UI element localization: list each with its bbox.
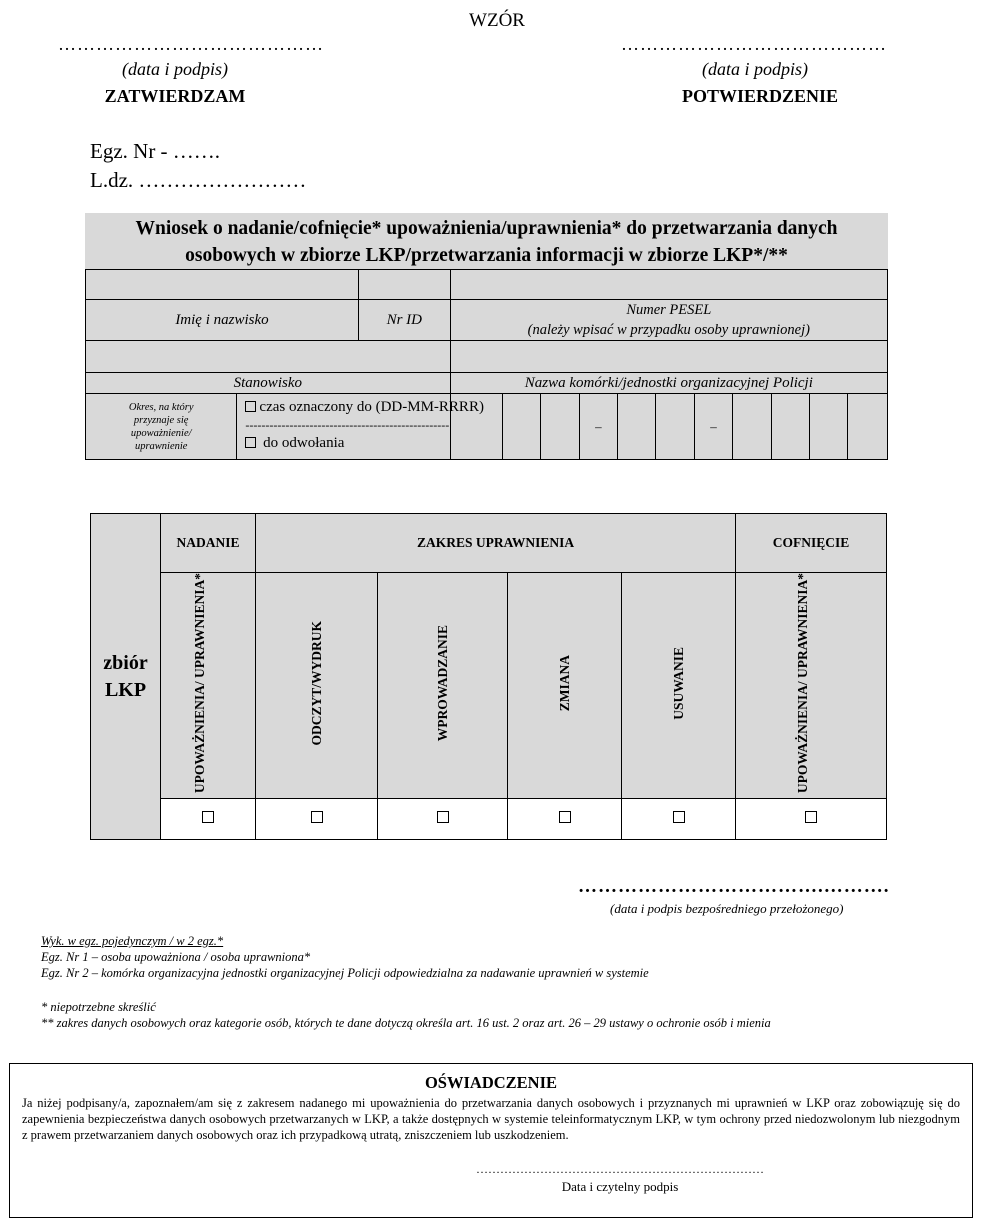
form-title-line2: osobowych w zbiorze LKP/przetwarzania informacji w zbiorze LKP*/**	[185, 245, 788, 266]
checkbox-read[interactable]	[311, 811, 323, 823]
cell-read	[256, 799, 378, 840]
unit-field[interactable]	[450, 341, 887, 373]
pesel-label-main: Numer PESEL	[626, 302, 712, 318]
scope-table	[90, 513, 887, 840]
period-label	[86, 394, 237, 460]
approve-signature-line: ……………………………………	[58, 34, 324, 54]
copy2-note: Egz. Nr 2 – komórka organizacyjna jednostki organizacyjnej Policji odpowiedzialna za nadawanie uprawnień w systemie	[41, 966, 649, 980]
col-change	[508, 573, 622, 799]
id-label: Nr ID	[358, 300, 450, 341]
date-dash-1: –	[579, 394, 617, 460]
options-separator: ---------------------------------------------------	[245, 418, 450, 432]
statement-body: Ja niżej podpisany/a, zapoznałem/am się z zakresem nadanego mi upoważnienia do przetwarzania danych osobowych i przyznanych mi uprawnień w LKP oraz zobowiązuję się do zapewnienia bezpieczeństwa danych osobowych przetwarzanych w LKP, a także dostępnych w systemie teleinformatycznym LKP, w tym ochrony przed niedozwolonym lub niezgodnym z prawem przetwarzaniem danych osobowych oraz ich przypadkową utratą, zniszczeniem lub uszkodzeniem.	[22, 1096, 960, 1142]
cell-change	[508, 799, 622, 840]
checkbox-grant[interactable]	[202, 811, 214, 823]
col-revoke-label: UPOWAŻNIENIA/ UPRAWNIENIA*	[795, 573, 811, 794]
cell-delete	[622, 799, 736, 840]
date-dash-2: –	[694, 394, 732, 460]
date-digit-y1[interactable]	[733, 394, 771, 460]
period-options	[237, 394, 484, 460]
cell-revoke	[736, 799, 887, 840]
confirm-caption: (data i podpis)	[702, 59, 808, 79]
header-cofniecie: COFNIĘCIE	[736, 514, 887, 573]
checkbox-revoke[interactable]	[805, 811, 817, 823]
col-input	[378, 573, 508, 799]
header-nadanie: NADANIE	[161, 514, 256, 573]
date-digit-m2[interactable]	[656, 394, 694, 460]
collection-label	[91, 514, 161, 840]
approve-caption: (data i podpis)	[122, 59, 228, 79]
date-digit-y2[interactable]	[771, 394, 809, 460]
name-field[interactable]	[86, 270, 359, 300]
statement-title: OŚWIADCZENIE	[424, 1073, 558, 1092]
footnote-double-star: ** zakres danych osobowych oraz kategorie osób, których te dane dotyczą określa art. 16 ust. 2 oraz art. 26 – 29 ustawy o ochronie osób i mienia	[41, 1016, 771, 1030]
position-label: Stanowisko	[86, 373, 451, 394]
checkbox-delete[interactable]	[673, 811, 685, 823]
confirm-title: POTWIERDZENIE	[681, 86, 839, 106]
checkbox-until-revoked[interactable]	[245, 437, 256, 448]
journal-number: L.dz. ……………………	[90, 168, 307, 192]
id-field[interactable]	[358, 270, 450, 300]
statement-signature-caption: Data i czytelny podpis	[561, 1179, 679, 1194]
pesel-label	[450, 300, 887, 341]
col-delete	[622, 573, 736, 799]
copies-note: Wyk. w egz. pojedynczym / w 2 egz.*	[41, 934, 224, 948]
cell-input	[378, 799, 508, 840]
request-form	[85, 213, 888, 460]
statement-box	[9, 1063, 973, 1218]
document-mark: WZÓR	[469, 10, 525, 31]
approve-title: ZATWIERDZAM	[104, 86, 246, 106]
col-grant	[161, 573, 256, 799]
supervisor-signature-line: ……………………………….……….	[578, 876, 890, 897]
pesel-field[interactable]	[450, 270, 887, 300]
copy-number: Egz. Nr - …….	[90, 139, 221, 163]
option-revoke-label: do odwołania	[263, 435, 345, 451]
checkbox-change[interactable]	[559, 811, 571, 823]
collection-label-text: zbiór LKP	[103, 651, 148, 701]
col-delete-label: USUWANIE	[671, 646, 687, 720]
date-digit-d2[interactable]	[541, 394, 579, 460]
supervisor-caption: (data i podpis bezpośredniego przełożonego)	[610, 901, 844, 916]
personal-data-table	[85, 269, 888, 460]
name-label: Imię i nazwisko	[86, 300, 359, 341]
col-change-label: ZMIANA	[557, 654, 572, 712]
option-revoke[interactable]	[245, 432, 449, 454]
position-field[interactable]	[86, 341, 451, 373]
form-title	[85, 213, 888, 269]
col-read-label: ODCZYT/WYDRUK	[309, 620, 324, 746]
checkbox-input[interactable]	[437, 811, 449, 823]
col-grant-label: UPOWAŻNIENIA/ UPRAWNIENIA*	[192, 573, 207, 794]
footnote-star: * niepotrzebne skreślić	[41, 1000, 156, 1014]
confirm-signature-line: ……………………………………	[621, 34, 887, 54]
statement-signature-line: ………………………………………………………………	[476, 1162, 764, 1176]
option-fixed[interactable]	[245, 396, 484, 418]
copy1-note: Egz. Nr 1 – osoba upoważniona / osoba uprawniona*	[41, 950, 311, 964]
col-revoke	[736, 573, 887, 799]
option-fixed-label: czas oznaczony do (DD-MM-RRRR)	[259, 399, 484, 415]
date-digit-m1[interactable]	[618, 394, 656, 460]
date-digit-y4[interactable]	[848, 394, 888, 460]
form-title-line1: Wniosek o nadanie/cofnięcie* upoważnienia/uprawnienia* do przetwarzania danych	[135, 218, 838, 239]
unit-label: Nazwa komórki/jednostki organizacyjnej Policji	[450, 373, 887, 394]
header-zakres: ZAKRES UPRAWNIENIA	[256, 514, 736, 573]
checkbox-fixed-date[interactable]	[245, 401, 256, 412]
pesel-label-note: (należy wpisać w przypadku osoby uprawnionej)	[527, 322, 810, 338]
date-digit-y3[interactable]	[809, 394, 847, 460]
col-read	[256, 573, 378, 799]
date-digit-d1[interactable]	[502, 394, 540, 460]
cell-grant	[161, 799, 256, 840]
scope-section	[90, 513, 887, 840]
period-label-text: Okres, na który przyznaje się upoważnienie/ uprawnienie	[128, 401, 194, 452]
col-input-label: WPROWADZANIE	[435, 624, 450, 742]
